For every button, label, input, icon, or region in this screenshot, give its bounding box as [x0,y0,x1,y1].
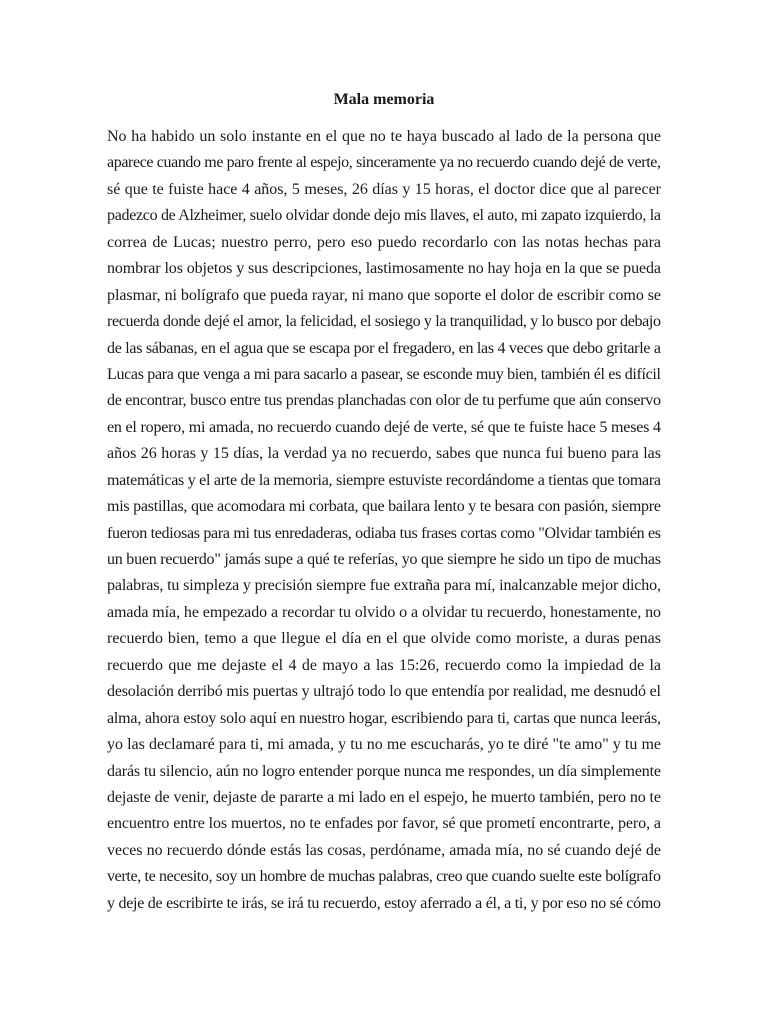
body-text-line: de las sábanas, en el agua que se escapa por el fregadero, en las 4 veces que debo gritarle a [107,339,661,357]
body-text-line: encuentro entre los muertos, no te enfades por favor, sé que prometí encontrarte, pero, a [107,815,661,833]
body-text-line: veces no recuerdo dónde estás las cosas, perdóname, amada mía, no sé cuando dejé de [107,841,661,859]
body-text-line: verte, te necesito, soy un hombre de muchas palabras, creo que cuando suelte este bolígrafo [107,868,661,886]
body-text-line: sé que te fuiste hace 4 años, 5 meses, 26 días y 15 horas, el doctor dice que al parecer [107,180,661,198]
body-text-line: recuerda donde dejé el amor, la felicidad, el sosiego y la tranquilidad, y lo busco por debajo [107,313,661,331]
body-text-line: un buen recuerdo" jamás supe a qué te referías, yo que siempre he sido un tipo de muchas [107,551,661,568]
body-text-line: y deje de escribirte te irás, se irá tu recuerdo, estoy aferrado a él, a ti, y por eso no sé cómo [107,894,661,912]
body-text-line: años 26 horas y 15 días, la verdad ya no recuerdo, sabes que nunca fui bueno para las [107,445,661,463]
document-body [107,124,661,917]
body-text-line: No ha habido un solo instante en el que no te haya buscado al lado de la persona que [107,128,661,145]
body-text-line: desolación derribó mis puertas y ultrajó todo lo que entendía por realidad, me desnudó el [107,683,661,701]
body-text-line: recuerdo bien, temo a que llegue el día en el que olvide como moriste, a duras penas [107,630,661,648]
body-text-line: palabras, tu simpleza y precisión siempre fue extraña para mí, inalcanzable mejor dicho, [107,577,661,595]
body-text-line: matemáticas y el arte de la memoria, siempre estuviste recordándome a tientas que tomara [107,471,661,489]
body-text-line: yo las declamaré para ti, mi amada, y tu no me escucharás, yo te diré "te amo" y tu me [107,736,661,754]
body-text-line: dejaste de venir, dejaste de pararte a mi lado en el espejo, he muerto también, pero no te [107,788,661,806]
body-text-line: darás tu silencio, aún no logro entender porque nunca me respondes, un día simplemente [107,762,661,780]
body-text-line: mis pastillas, que acomodara mi corbata, que bailara lento y te besara con pasión, siempre [107,498,661,516]
body-text-line: de encontrar, busco entre tus prendas planchadas con olor de tu perfume que aún conservo [107,392,661,410]
body-text-line: aparece cuando me paro frente al espejo, sinceramente ya no recuerdo cuando dejé de verte, [107,154,661,172]
body-text-line: alma, ahora estoy solo aquí en nuestro hogar, escribiendo para ti, cartas que nunca leerás, [107,709,661,727]
body-text-line: amada mía, he empezado a recordar tu olvido o a olvidar tu recuerdo, honestamente, no [107,603,661,621]
body-text-line: padezco de Alzheimer, suelo olvidar donde dejo mis llaves, el auto, mi zapato izquierdo, la [107,207,661,225]
body-text-line: plasmar, ni bolígrafo que pueda rayar, ni mano que soporte el dolor de escribir como se [107,286,661,304]
body-text-line: recuerdo que me dejaste el 4 de mayo a las 15:26, recuerdo como la impiedad de la [107,656,661,674]
body-text-line: correa de Lucas; nuestro perro, pero eso puedo recordarlo con las notas hechas para [107,233,661,251]
body-text-line: nombrar los objetos y sus descripciones, lastimosamente no hay hoja en la que se pueda [107,260,661,278]
body-text-line: fueron tediosas para mi tus enredaderas, odiaba tus frases cortas como "Olvidar también es [107,524,661,542]
document-title: Mala memoria [333,91,435,108]
body-text-line: en el ropero, mi amada, no recuerdo cuando dejé de verte, sé que te fuiste hace 5 meses 4 [107,418,661,436]
body-text-line: Lucas para que venga a mi para sacarlo a pasear, se esconde muy bien, también él es difícil [107,365,661,383]
